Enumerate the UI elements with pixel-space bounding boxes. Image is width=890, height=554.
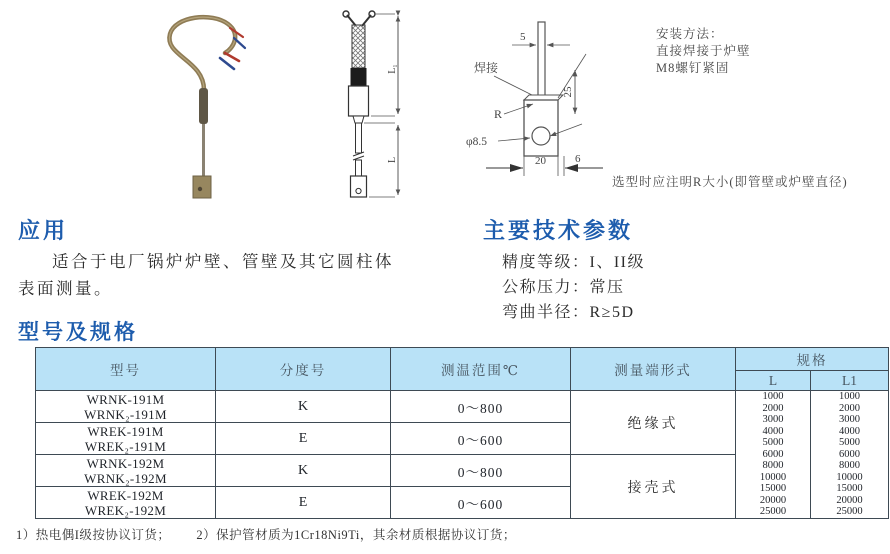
model-cell: WREK-192M WREK₂-192M [36, 487, 216, 519]
table-row [36, 391, 889, 423]
dim-base-label: 20 [535, 155, 546, 167]
col-header-L1: L1 [811, 371, 889, 391]
application-text: 适合于电厂锅炉炉壁、管壁及其它圆柱体 表面测量。 [18, 252, 394, 298]
param-pressure: 公称压力：常压 [502, 279, 625, 296]
installation-note: 安装方法： 直接焊接于炉壁 M8螺钉紧固 [656, 27, 751, 75]
cable-sleeve [351, 68, 367, 86]
thermocouple-photo [146, 8, 264, 200]
index-cell: E [216, 423, 391, 455]
parameters-title: 主要技术参数 [483, 218, 634, 243]
range-cell: 0～800 [391, 391, 571, 423]
model-cell: WRNK-192M WRNK₂-192M [36, 455, 216, 487]
dim-L1-label: L₁ [387, 64, 398, 74]
application-title: 应用 [18, 218, 69, 243]
spec-table [35, 347, 889, 519]
col-header-tip: 测量端形式 [571, 348, 736, 391]
selection-note: 选型时应注明R大小(即管壁或炉壁直径) [612, 175, 848, 189]
spec-table-title: 型号及规格 [18, 321, 138, 344]
param-bend-radius: 弯曲半径：R≥5D [502, 304, 635, 321]
dim-rod-width-label: 5 [520, 31, 526, 43]
index-cell: K [216, 455, 391, 487]
lengths-L-cell: 1000 2000 3000 4000 5000 6000 8000 10000 15000 20000 25000 [736, 391, 811, 519]
blue-wire [220, 58, 234, 69]
dim-L-label: L [387, 156, 398, 164]
braided-cable [352, 25, 365, 68]
range-cell: 0～800 [391, 455, 571, 487]
footnote [16, 525, 542, 543]
outline-drawing [298, 8, 426, 200]
param-accuracy: 精度等级：I、II级 [502, 254, 645, 271]
lengths-L1-cell: 1000 2000 3000 4000 5000 6000 8000 10000 15000 20000 25000 [811, 391, 889, 519]
red-wire [225, 53, 239, 61]
col-header-L: L [736, 371, 811, 391]
range-cell: 0～600 [391, 487, 571, 519]
index-cell: K [216, 391, 391, 423]
mounting-block [193, 176, 211, 198]
index-cell: E [216, 487, 391, 519]
handle-sleeve [199, 88, 208, 124]
col-header-index: 分度号 [216, 348, 391, 391]
connector-body [349, 86, 369, 116]
hole-dim-label: φ8.5 [466, 136, 488, 148]
model-cell: WRNK-191M WRNK₂-191M [36, 391, 216, 423]
col-header-model: 型号 [36, 348, 216, 391]
detail-drawing [448, 8, 653, 180]
weld-label: 焊接 [474, 61, 499, 75]
weld-block [524, 100, 558, 156]
dim-height-label: 25 [562, 86, 574, 98]
r-label: R [494, 107, 503, 121]
tip-type-grounded: 接壳式 [571, 455, 736, 519]
dim-side-label: 6 [575, 153, 581, 165]
col-header-range: 测温范围℃ [391, 348, 571, 391]
range-cell: 0～600 [391, 423, 571, 455]
parameters-list [502, 250, 645, 325]
model-cell: WREK-191M WREK₂-191M [36, 423, 216, 455]
footnote-1: 1）热电偶I级按协议订货； [16, 528, 171, 542]
footnote-2: 2）保护管材质为1Cr18Ni9Ti，其余材质根据协议订货； [196, 528, 516, 542]
col-header-spec: 规格 [736, 348, 889, 371]
tip-type-insulated: 绝缘式 [571, 391, 736, 455]
